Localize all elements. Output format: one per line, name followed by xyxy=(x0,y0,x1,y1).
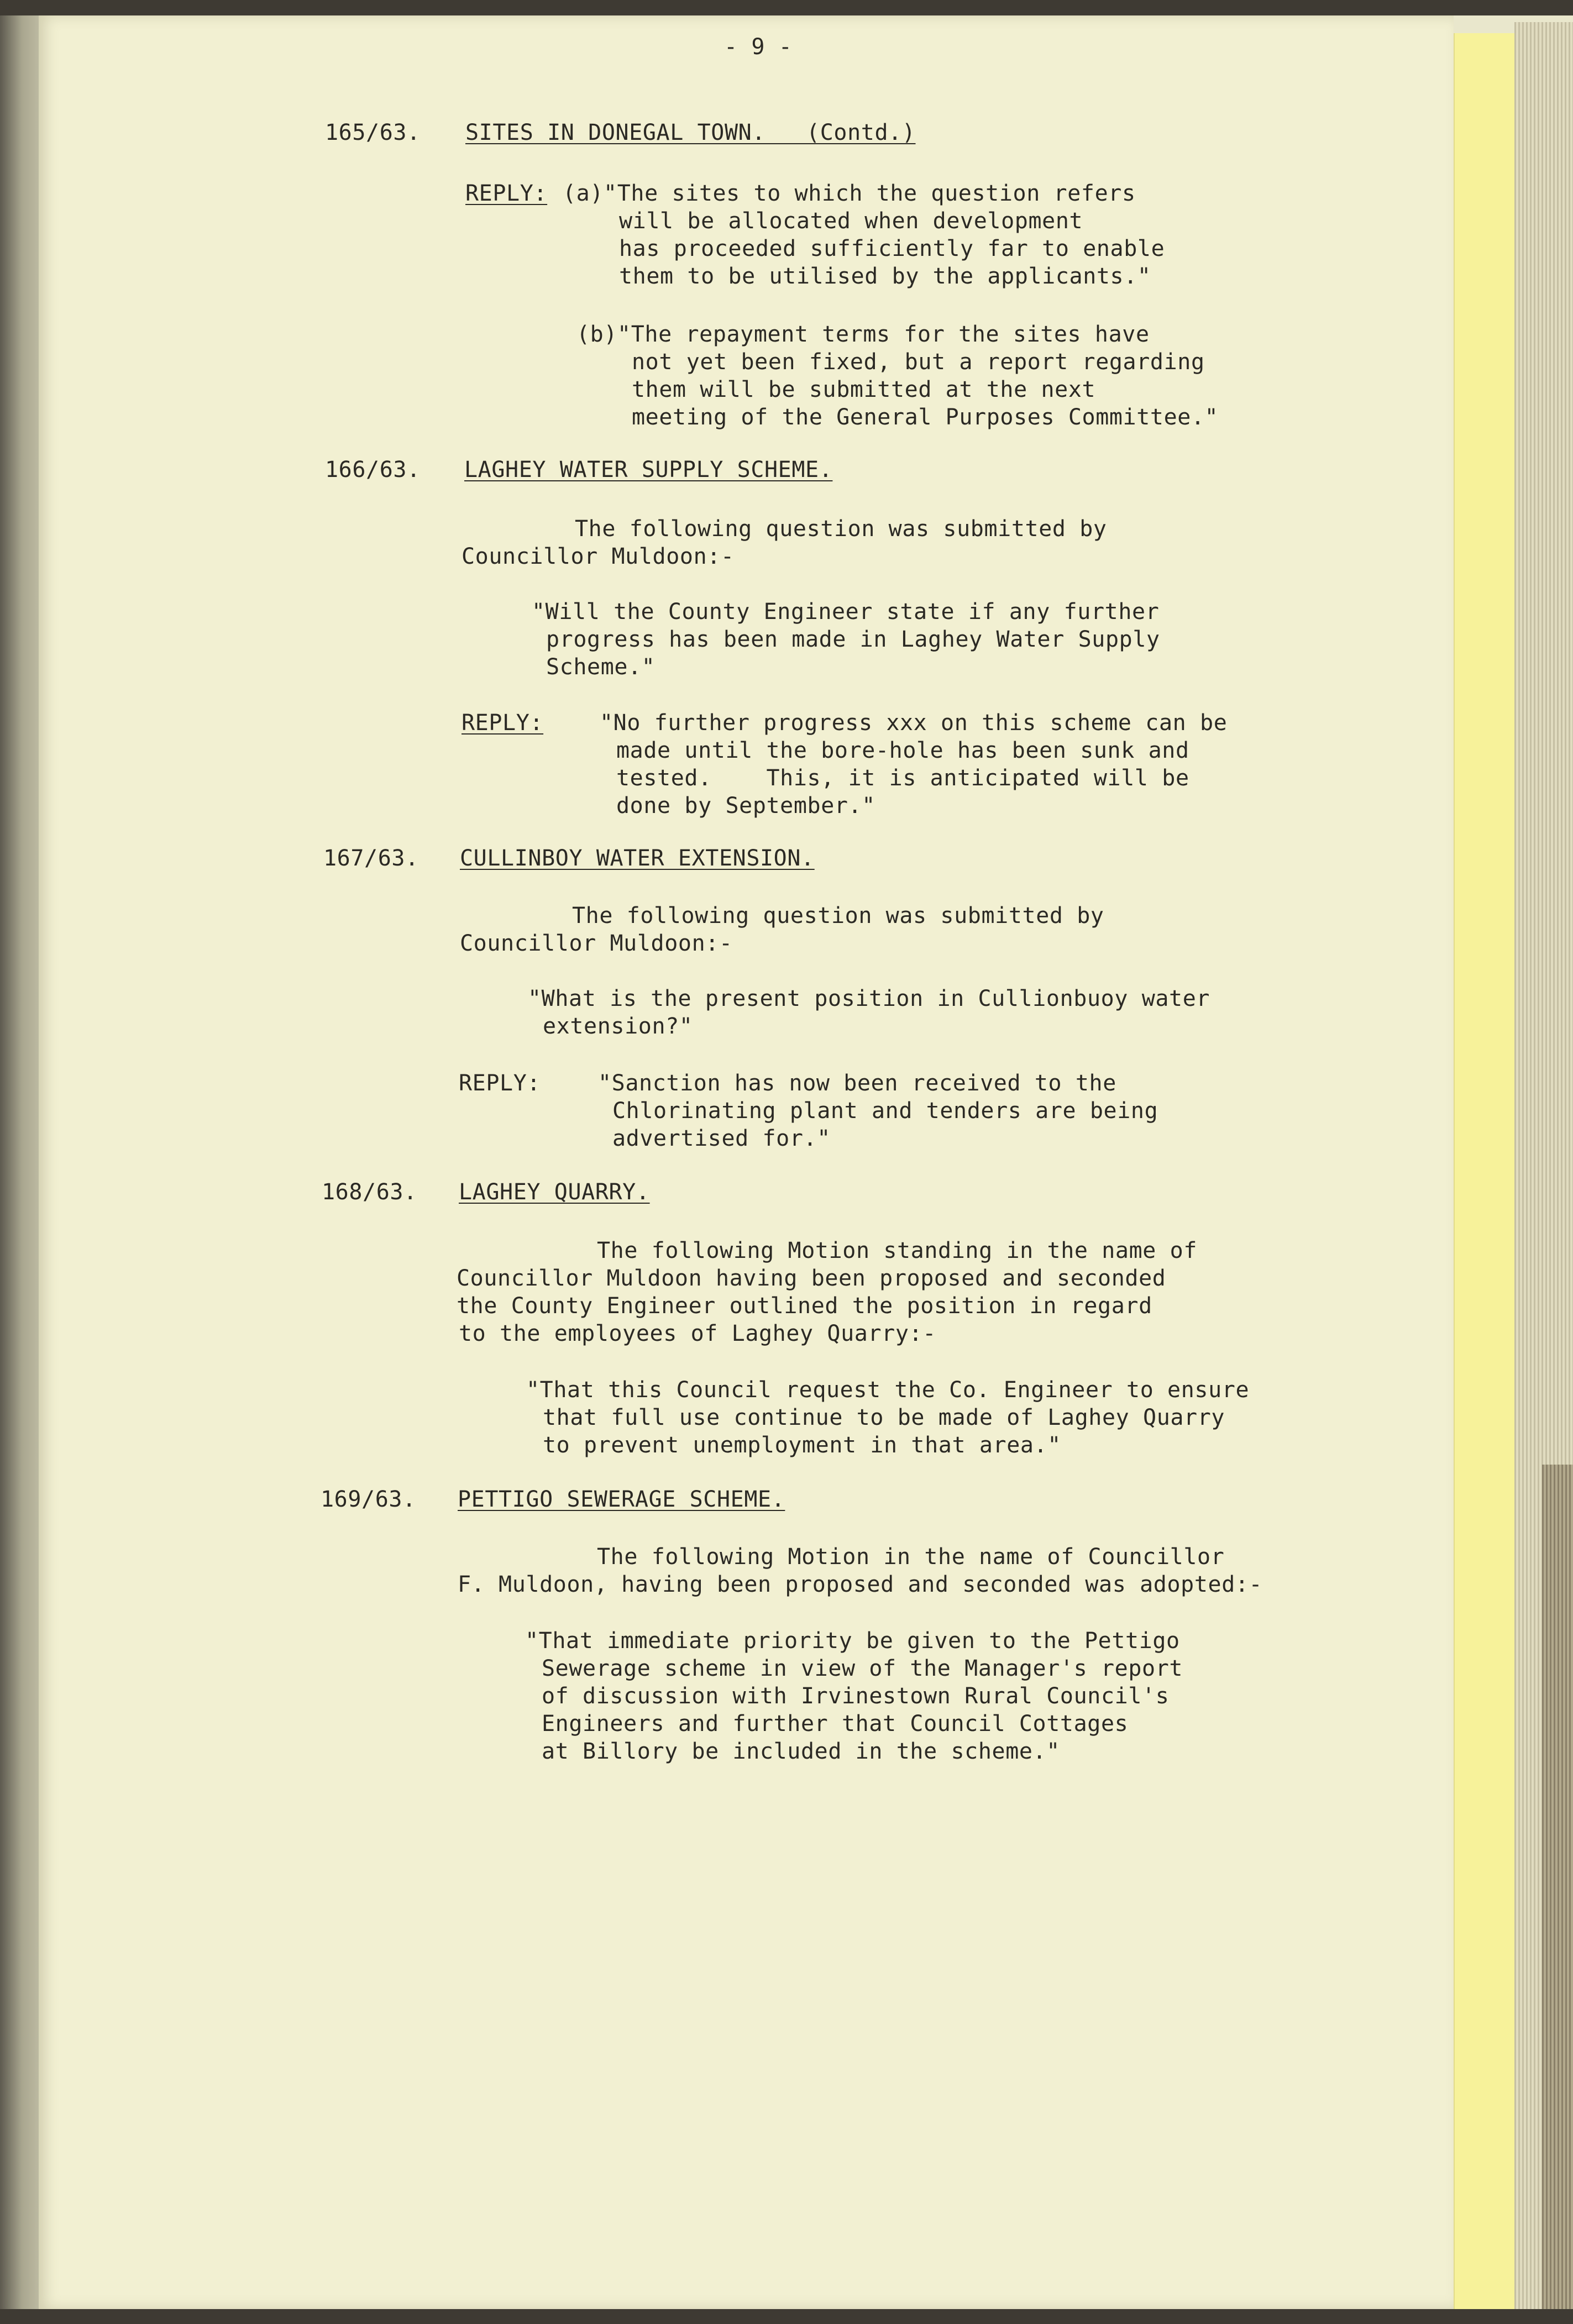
yellow-divider-strip xyxy=(1454,33,1516,2309)
item-heading: CULLINBOY WATER EXTENSION. xyxy=(460,846,815,871)
motion-line: to prevent unemployment in that area." xyxy=(543,1433,1061,1458)
intro-line: The following Motion standing in the name of xyxy=(597,1238,1198,1263)
item-heading: SITES IN DONEGAL TOWN. (Contd.) xyxy=(465,120,916,145)
page-stack-edge-shadow xyxy=(1542,1465,1573,2309)
reply-line: (a)"The sites to which the question refers xyxy=(563,181,1136,206)
motion-line: Sewerage scheme in view of the Manager's report xyxy=(542,1656,1183,1681)
question-line: progress has been made in Laghey Water Supply xyxy=(546,627,1160,652)
reply-line: them to be utilised by the applicants." xyxy=(619,264,1151,289)
question-line: "Will the County Engineer state if any further xyxy=(532,599,1160,625)
reply-line: them will be submitted at the next xyxy=(632,377,1096,402)
question-line: extension?" xyxy=(543,1014,693,1039)
reply-line: has proceeded sufficiently far to enable xyxy=(619,236,1165,261)
question-line: Scheme." xyxy=(546,654,656,680)
item-number: 169/63. xyxy=(321,1487,416,1512)
reply-line: tested. This, it is anticipated will be xyxy=(616,765,1189,791)
reply-line: made until the bore-hole has been sunk and xyxy=(616,738,1189,763)
intro-line: Councillor Muldoon:- xyxy=(460,931,733,956)
reply-line: "No further progress xxx on this scheme can be xyxy=(600,710,1228,736)
item-number: 166/63. xyxy=(325,457,421,482)
intro-line: The following Motion in the name of Councillor xyxy=(597,1544,1225,1570)
reply-label: REPLY: xyxy=(465,181,548,206)
intro-line: the County Engineer outlined the position in regard xyxy=(457,1293,1152,1319)
intro-line: The following question was submitted by xyxy=(575,516,1107,542)
item-number: 167/63. xyxy=(323,846,419,871)
scan-top-edge xyxy=(0,0,1573,15)
item-number: 165/63. xyxy=(325,120,421,145)
item-number: 168/63. xyxy=(322,1179,417,1205)
motion-line: of discussion with Irvinestown Rural Council's xyxy=(542,1683,1170,1709)
reply-label: REPLY: xyxy=(459,1071,541,1096)
reply-label: REPLY: xyxy=(462,710,544,736)
reply-line: not yet been fixed, but a report regarding xyxy=(632,349,1205,375)
reply-line: advertised for." xyxy=(612,1126,831,1151)
page-number: - 9 - xyxy=(724,34,793,60)
intro-line: Councillor Muldoon:- xyxy=(462,544,735,569)
question-line: "What is the present position in Cullionbuoy water xyxy=(528,986,1210,1011)
reply-line: (b)"The repayment terms for the sites have xyxy=(576,322,1150,347)
intro-line: F. Muldoon, having been proposed and seconded was adopted:- xyxy=(458,1572,1263,1597)
motion-line: that full use continue to be made of Laghey Quarry xyxy=(543,1405,1225,1430)
reply-line: "Sanction has now been received to the xyxy=(598,1071,1116,1096)
reply-line: Chlorinating plant and tenders are being xyxy=(612,1098,1158,1124)
item-heading: LAGHEY QUARRY. xyxy=(459,1179,650,1205)
intro-line: The following question was submitted by xyxy=(572,903,1104,928)
motion-line: at Billory be included in the scheme." xyxy=(542,1739,1060,1764)
motion-line: "That this Council request the Co. Engineer to ensure xyxy=(526,1377,1250,1403)
motion-line: Engineers and further that Council Cottages xyxy=(542,1711,1129,1737)
intro-line: to the employees of Laghey Quarry:- xyxy=(459,1321,936,1346)
reply-line: meeting of the General Purposes Committee." xyxy=(632,405,1219,430)
motion-line: "That immediate priority be given to the Pettigo xyxy=(525,1628,1180,1654)
reply-line: will be allocated when development xyxy=(619,208,1083,234)
item-heading: PETTIGO SEWERAGE SCHEME. xyxy=(458,1487,785,1512)
intro-line: Councillor Muldoon having been proposed and seconded xyxy=(457,1266,1166,1291)
reply-line: done by September." xyxy=(616,793,875,819)
item-heading: LAGHEY WATER SUPPLY SCHEME. xyxy=(464,457,833,482)
scan-bottom-edge xyxy=(0,2309,1573,2324)
